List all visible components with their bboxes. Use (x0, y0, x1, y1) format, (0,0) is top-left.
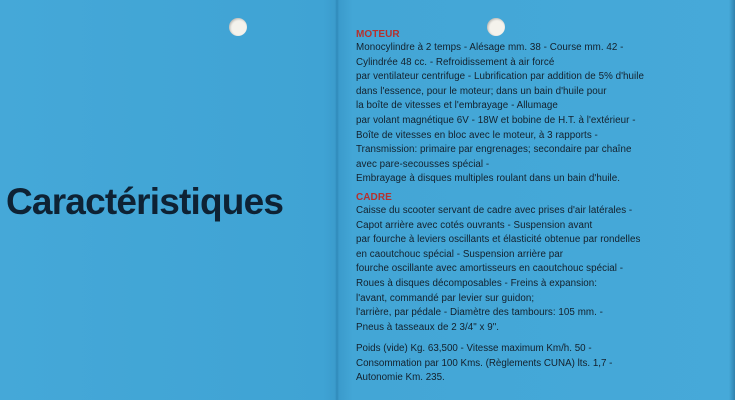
cadre-line: l'arrière, par pédale - Diamètre des tambours: 105 mm. - (356, 307, 603, 319)
cadre-line: Capot arrière avec cotés ouvrants - Suspension avant (356, 219, 593, 231)
cadre-line: Caisse du scooter servant de cadre avec prises d'air latérales - (356, 204, 633, 216)
cadre-line: fourche oscillante avec amortisseurs en caoutchouc spécial - (356, 263, 624, 275)
page-title: Caractéristiques (6, 181, 284, 222)
cadre-section (356, 191, 728, 335)
moteur-line: par volant magnétique 6V - 18W et bobine de H.T. à l'extérieur - (356, 114, 636, 126)
moteur-line: Boîte de vitesses en bloc avec le moteur, à 3 rapports - (356, 129, 598, 141)
moteur-line: Monocylindre à 2 temps - Alésage mm. 38 - Course mm. 42 - (356, 42, 624, 53)
cadre-line: Roues à disques décomposables - Freins à expansion: (356, 277, 598, 289)
specifications-block (356, 28, 728, 335)
cadre-line: l'avant, commandé par levier sur guidon; (356, 292, 535, 304)
moteur-heading: MOTEUR (356, 29, 400, 40)
page-edge-shadow (729, 0, 735, 400)
cadre-line: Pneus à tasseaux de 2 3/4" x 9". (356, 321, 500, 333)
moteur-line: Embrayage à disques multiples roulant dans un bain d'huile. (356, 173, 621, 185)
performance-block (356, 342, 728, 386)
moteur-line: dans l'essence, pour le moteur; dans un bain d'huile pour (356, 85, 607, 97)
moteur-line: par ventilateur centrifuge - Lubrification par addition de 5% d'huile (356, 71, 644, 83)
performance-line: Autonomie Km. 235. (356, 372, 445, 384)
page-fold (335, 0, 339, 400)
cadre-line: par fourche à leviers oscillants et élasticité obtenue par rondelles (356, 234, 641, 246)
moteur-section (356, 28, 728, 187)
moteur-line: la boîte de vitesses et l'embrayage - Allumage (356, 100, 558, 112)
moteur-line: Cylindrée 48 cc. - Refroidissement à air forcé (356, 56, 555, 68)
moteur-line: avec pare-secousses spécial - (356, 158, 490, 170)
punch-hole-left (229, 18, 247, 36)
performance-line: Poids (vide) Kg. 63,500 - Vitesse maximum Km/h. 50 - (356, 343, 592, 354)
performance-line: Consommation par 100 Kms. (Règlements CUNA) lts. 1,7 - (356, 357, 613, 369)
moteur-line: Transmission: primaire par engrenages; secondaire par chaîne (356, 144, 632, 156)
cadre-line: en caoutchouc spécial - Suspension arrière par (356, 248, 564, 260)
cadre-heading: CADRE (356, 191, 392, 203)
